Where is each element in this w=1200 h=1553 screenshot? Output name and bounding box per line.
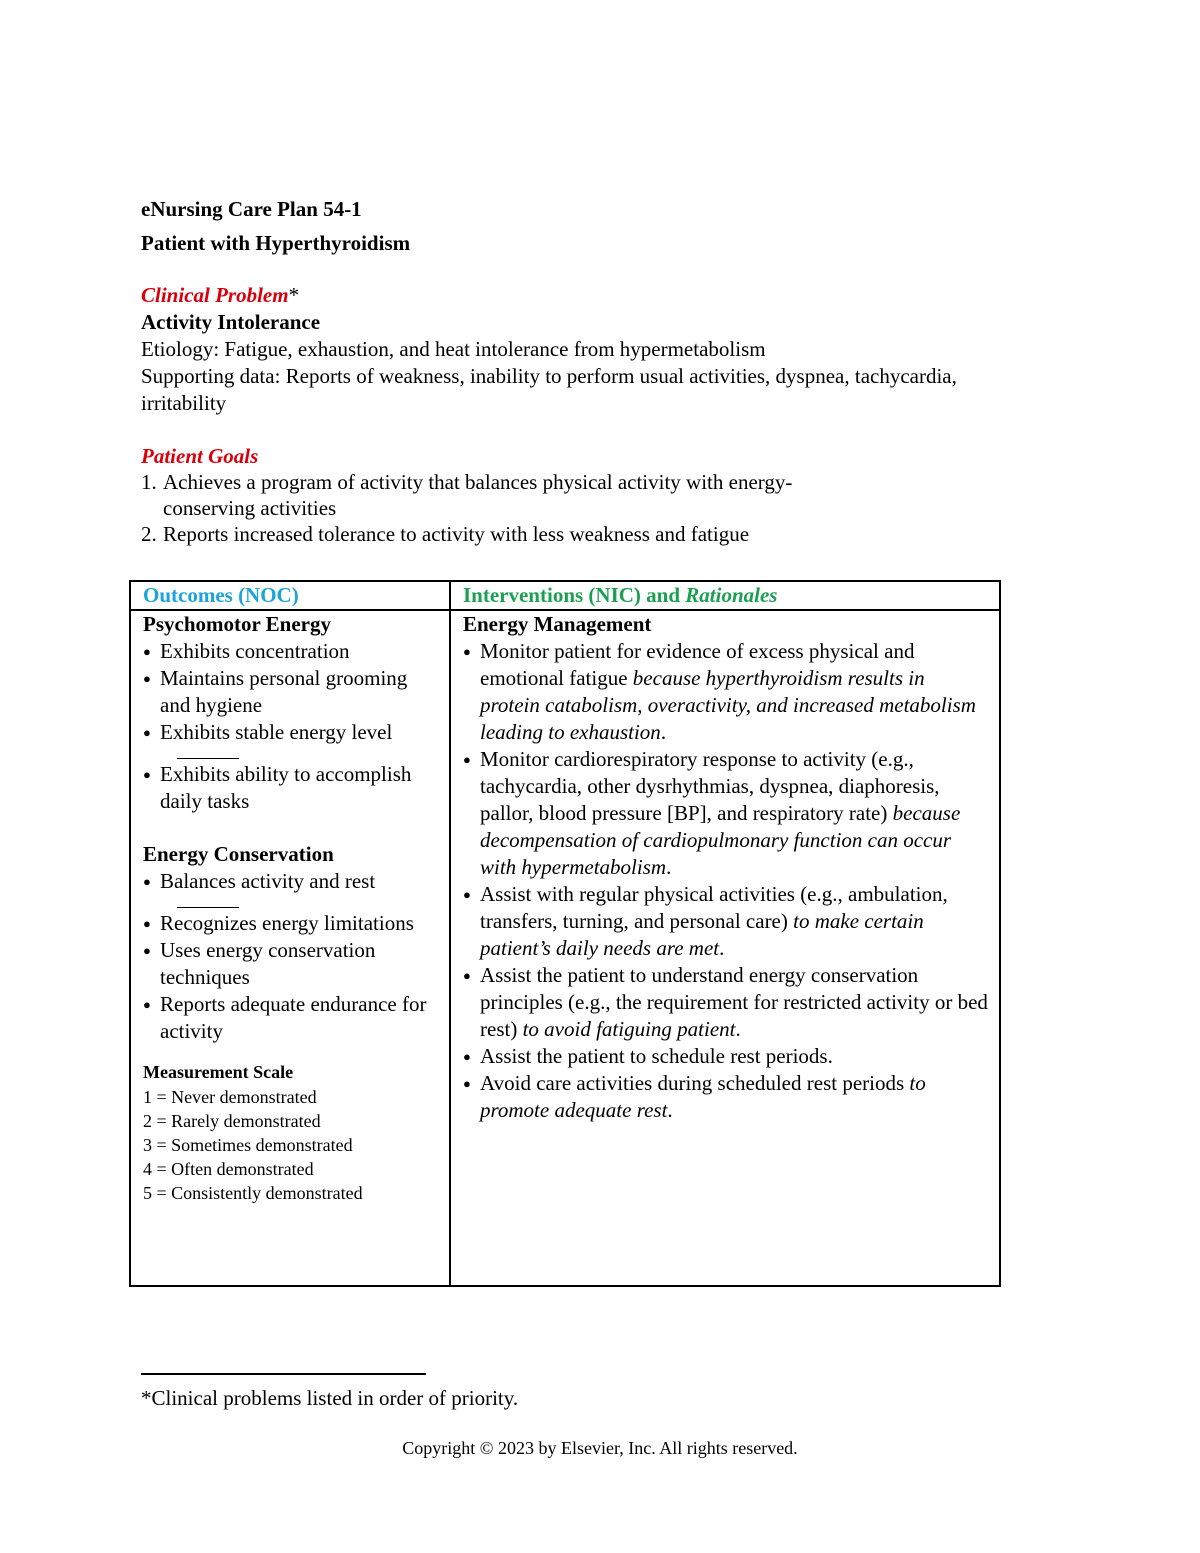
clinical-problem-label: Clinical Problem: [141, 283, 289, 307]
outcome-list: [143, 868, 439, 895]
rationale-text: because decompensation of cardiopulmonary function can occur with hypermetabolism: [480, 801, 961, 879]
rationales-header-text: Rationales: [685, 583, 778, 607]
document-subtitle: Patient with Hyperthyroidism: [141, 231, 411, 255]
outcomes-cell: [130, 610, 450, 1286]
supporting-data-text: Supporting data: Reports of weakness, inability to perform usual activities, dyspnea, tachycardia, irritability: [141, 364, 957, 415]
scale-row: 2 = Rarely demonstrated: [143, 1111, 321, 1131]
interventions-cell: [450, 610, 1000, 1286]
list-item: ● Monitor patient for evidence of excess physical and emotional fatigue because hyperthyroidism results in protein catabolism, overactivity, and increased metabolism leading to exhaustion.: [463, 638, 989, 746]
list-item: ● Exhibits stable energy level: [143, 719, 439, 746]
care-plan-table: [129, 580, 1001, 1287]
table-header-row: [130, 581, 1000, 610]
list-item: ● Assist the patient to schedule rest periods.: [463, 1043, 989, 1070]
goal-number: 1.: [141, 470, 157, 494]
outcome-list: [143, 910, 439, 1045]
goal-text: Reports increased tolerance to activity with less weakness and fatigue: [163, 522, 750, 546]
problem-name: Activity Intolerance: [141, 310, 321, 334]
list-item: ● Maintains personal grooming and hygiene: [143, 665, 439, 719]
outcomes-header: Outcomes (NOC): [130, 581, 450, 610]
list-item: ● Assist the patient to understand energy conservation principles (e.g., the requirement for restricted activity or bed rest) to avoid fatiguing patient.: [463, 962, 989, 1043]
list-item: ● Monitor cardiorespiratory response to activity (e.g., tachycardia, other dysrhythmias, dyspnea, diaphoresis, pallor, blood pressure [BP], and respiratory rate) because decompensation of cardiopulmonary function can occur with hypermetabolism.: [463, 746, 989, 881]
list-item: ● Balances activity and rest: [143, 868, 439, 895]
patient-goals-label: Patient Goals: [141, 444, 259, 468]
list-item: ● Exhibits concentration: [143, 638, 439, 665]
scale-row: 5 = Consistently demonstrated: [143, 1183, 363, 1203]
rating-blank: [177, 895, 239, 908]
list-item: ● Recognizes energy limitations: [143, 910, 439, 937]
rationale-text: to make certain patient’s daily needs are met: [480, 909, 924, 960]
list-item: ● Reports adequate endurance for activity: [143, 991, 439, 1045]
footnote-text: *Clinical problems listed in order of priority.: [141, 1386, 519, 1410]
table-body-row: [130, 610, 1000, 1286]
scale-row: 3 = Sometimes demonstrated: [143, 1135, 353, 1155]
scale-row: 4 = Often demonstrated: [143, 1159, 314, 1179]
rationale-text: to avoid fatiguing patient: [522, 1017, 736, 1041]
list-item: ● Assist with regular physical activities (e.g., ambulation, transfers, turning, and personal care) to make certain patient’s daily needs are met.: [463, 881, 989, 962]
interventions-header-text: Interventions (NIC) and: [463, 583, 686, 607]
patient-goals-section: [141, 443, 1011, 547]
scale-row: 1 = Never demonstrated: [143, 1087, 317, 1107]
measurement-scale-title: Measurement Scale: [143, 1062, 294, 1082]
interventions-header: [450, 581, 1000, 610]
rating-blank: [177, 746, 239, 759]
outcome-group-title: Psychomotor Energy: [143, 612, 332, 636]
intervention-list: [463, 638, 989, 1124]
clinical-problem-section: [141, 282, 1011, 417]
rationale-text: to promote adequate rest: [480, 1071, 926, 1122]
intervention-group-title: Energy Management: [463, 612, 652, 636]
rationale-text: because hyperthyroidism results in protein catabolism, overactivity, and increased metabolism leading to exhaustion: [480, 666, 976, 744]
list-item: ● Avoid care activities during scheduled rest periods to promote adequate rest.: [463, 1070, 989, 1124]
outcome-list: [143, 638, 439, 746]
copyright-text: Copyright © 2023 by Elsevier, Inc. All rights reserved.: [402, 1438, 798, 1458]
footnote-mark: *: [288, 283, 300, 307]
outcome-list: [143, 761, 439, 815]
goal-text: Achieves a program of activity that balances physical activity with energy-conserving activities: [163, 470, 793, 520]
outcome-group-title: Energy Conservation: [143, 842, 334, 866]
goal-number: 2.: [141, 522, 157, 546]
document-title: eNursing Care Plan 54-1: [141, 197, 362, 221]
goal-item: [141, 521, 1011, 547]
etiology-text: Etiology: Fatigue, exhaustion, and heat intolerance from hypermetabolism: [141, 337, 766, 361]
list-item: ● Uses energy conservation techniques: [143, 937, 439, 991]
list-item: ● Exhibits ability to accomplish daily tasks: [143, 761, 439, 815]
goal-item: [141, 469, 1011, 521]
document-page: [141, 196, 1011, 547]
footnote-divider: [141, 1373, 426, 1375]
